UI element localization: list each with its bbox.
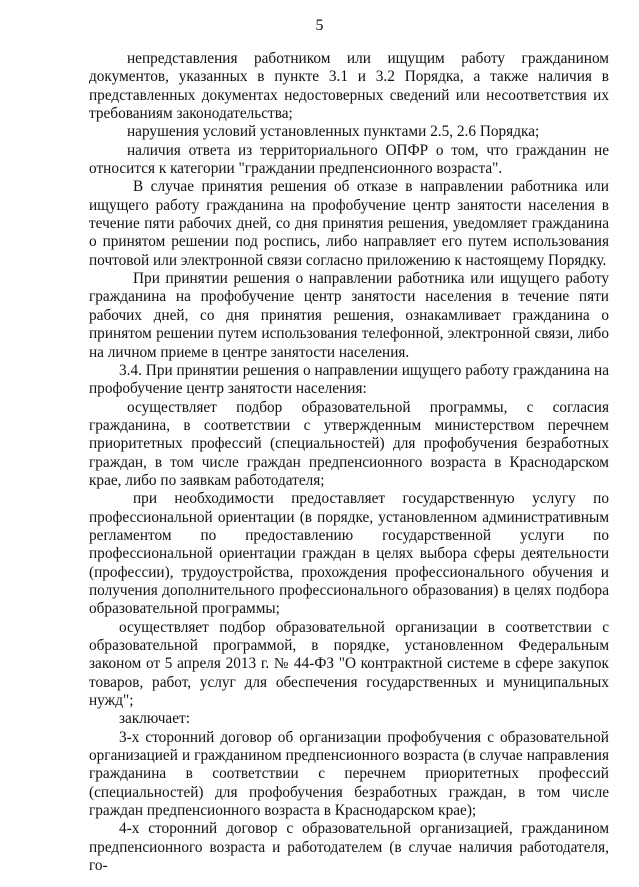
paragraph: при необходимости предоставляет государственную услугу по профессиональной ориентации (в порядке, установленном административным регламентом по предоставлению государственной услуги по профессиональной ориентации граждан в целях выбора сферы деятельности (профессии), трудоустройства, прохождения профессионального обучения и получения дополнительного профессионального образования) в целях подбора образовательной программы; (89, 490, 609, 618)
paragraph: 3.4. При принятии решения о направлении ищущего работу гражданина на профобучение центр занятости населения: (89, 361, 609, 398)
paragraph: 3-х сторонний договор об организации профобучения с образовательной организацией и гражданином предпенсионного возраста (в случае направления гражданина в соответствии с перечнем приоритетных профессий (специальностей) для профобучения безработных граждан, в том числе граждан предпенсионного возраста в Краснодарском крае); (89, 728, 609, 820)
paragraph: непредставления работником или ищущим работу гражданином документов, указанных в пункте 3.1 и 3.2 Порядка, а также наличия в представленных документах недостоверных сведений или несоответствия их требованиям законодательства; (89, 50, 609, 123)
paragraph: В случае принятия решения об отказе в направлении работника или ищущего работу гражданина на профобучение центр занятости населения в течение пяти рабочих дней, со дня принятия решения, уведомляет гражданина о принятом решении под роспись, либо направляет его путем использования почтовой или электронной связи согласно приложению к настоящему Порядку. (89, 178, 609, 269)
paragraph: 4-х сторонний договор с образовательной организацией, гражданином предпенсионного возраста и работодателем (в случае наличия работодателя, го- (89, 820, 609, 875)
document-body (89, 50, 609, 875)
paragraph: заключает: (119, 710, 190, 728)
paragraph: осуществляет подбор образовательной организации в соответствии с образовательной программой, в порядке, установленном Федеральным законом от 5 апреля 2013 г. № 44-ФЗ "О контрактной системе в сфере закупок товаров, работ, услуг для обеспечения государственных и муниципальных нужд"; (89, 618, 609, 710)
paragraph: наличия ответа из территориального ОПФР о том, что гражданин не относится к категории "граждании предпенсионного возраста". (89, 141, 609, 178)
paragraph: осуществляет подбор образовательной программы, с согласия гражданина, в соответствии с утвержденным министерством перечнем приоритетных профессий (специальностей) для профобучения безработных граждан, в том числе граждан предпенсионного возраста в Краснодарском крае, либо по заявкам работодателя; (89, 398, 609, 489)
paragraph: нарушения условий установленных пунктами 2.5, 2.6 Порядка; (127, 123, 540, 141)
paragraph: При принятии решения о направлении работника или ищущего работу гражданина на профобучение центр занятости населения в течение пяти рабочих дней, со дня принятия решения, ознакамливает гражданина о принятом решении путем использования телефонной, электронной связи, либо на личном приеме в центре занятости населения. (89, 270, 609, 361)
page-number: 5 (315, 17, 324, 34)
